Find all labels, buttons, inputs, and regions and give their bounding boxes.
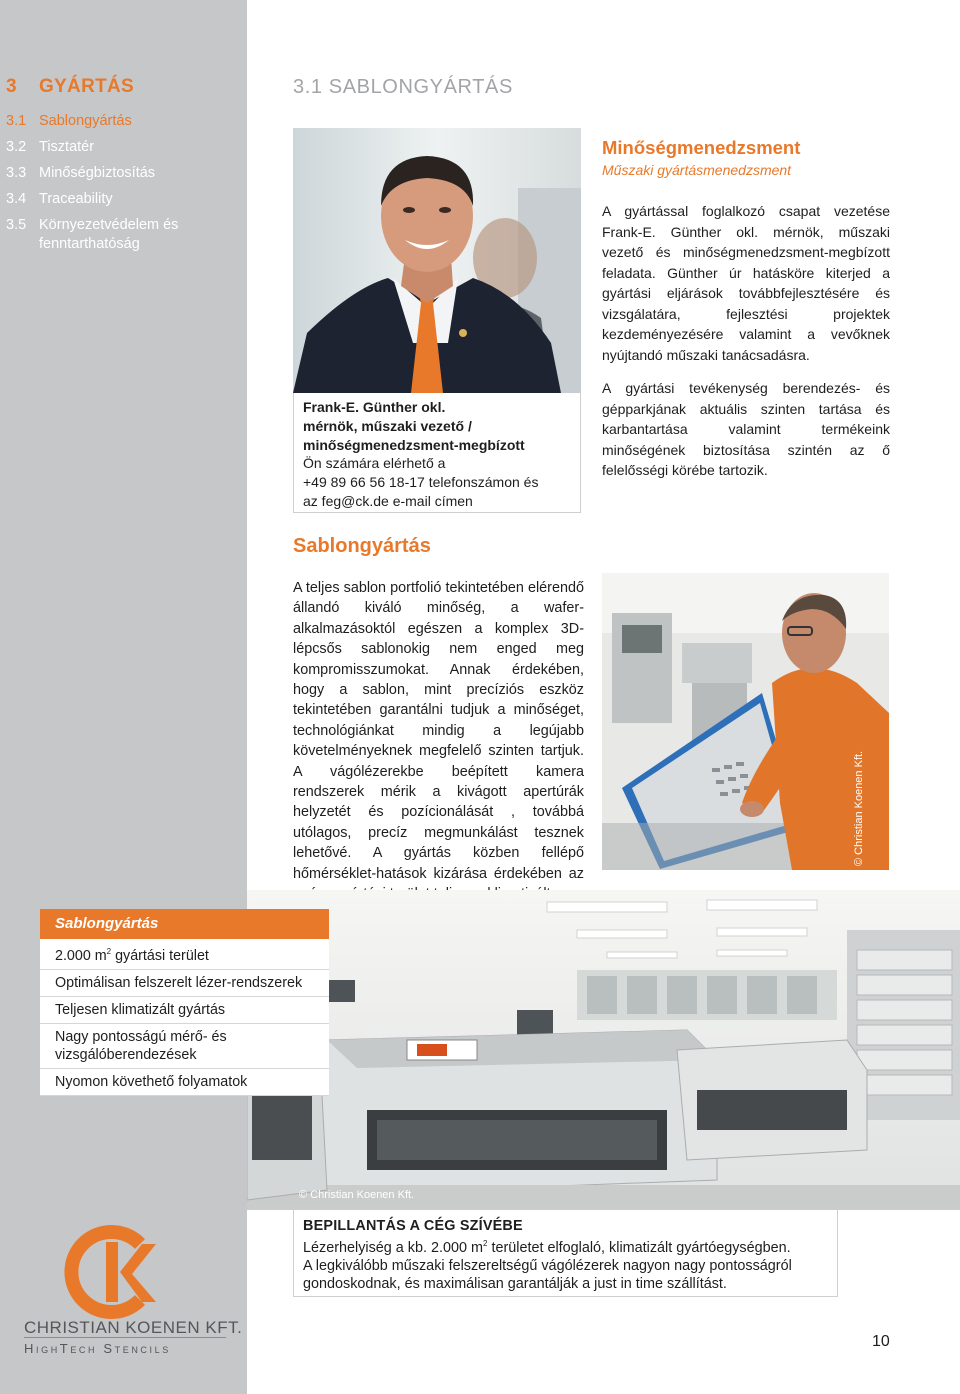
toc-item-minosegbiztositas[interactable] <box>6 164 236 183</box>
feature-area <box>40 939 329 970</box>
company-logo-icon <box>62 1222 162 1322</box>
feature-list-title: Sablongyártás <box>40 909 329 939</box>
feature-list-box <box>40 909 329 1096</box>
chapter-heading <box>6 76 134 98</box>
hall-photo-credit: © Christian Koenen Kft. <box>299 1189 415 1201</box>
feature-item: Nyomon követhető folyamatok <box>40 1069 329 1096</box>
toc-item-sablongyartas[interactable] <box>6 112 236 131</box>
contact-phone: +49 89 66 56 18-17 telefonszámon és <box>303 474 539 491</box>
contact-reach: Ön számára elérhető a <box>303 455 446 472</box>
toc-item-tisztater[interactable] <box>6 138 236 157</box>
toc-item-label: Traceability <box>39 191 113 207</box>
toc-item-kornyezetvedelem[interactable] <box>6 216 236 254</box>
production-hall-illustration <box>247 890 960 1210</box>
feature-area-superscript: 2 <box>106 947 112 956</box>
operator-photo-credit: © Christian Koenen Kft. <box>853 750 865 866</box>
insight-title: BEPILLANTÁS A CÉG SZÍVÉBE <box>303 1218 523 1234</box>
toc-item-traceability[interactable] <box>6 190 236 209</box>
chapter-number: 3 <box>6 76 17 97</box>
portrait-photo <box>293 128 581 393</box>
feature-area-label: gyártási terület <box>111 947 209 964</box>
insight-line-1-prefix: Lézerhelyiség a kb. 2.000 m <box>303 1239 483 1256</box>
contact-email[interactable]: az feg@ck.de e-mail címen <box>303 492 473 509</box>
toc-item-number: 3.5 <box>6 217 27 233</box>
company-tagline: HighTech Stencils <box>24 1341 171 1356</box>
feature-item: Optimálisan felszerelt lézer-rendszerek <box>40 970 329 997</box>
chapter-title: GYÁRTÁS <box>39 76 134 97</box>
logo-divider <box>24 1337 226 1338</box>
sidebar <box>0 0 247 1394</box>
company-name: CHRISTIAN KOENEN KFT. <box>24 1318 243 1337</box>
operator-illustration <box>602 573 889 870</box>
feature-area-value: 2.000 m <box>55 947 107 964</box>
toc-item-number: 3.2 <box>6 139 27 155</box>
quality-title: Minőségmenedzsment <box>602 137 801 158</box>
toc-item-number: 3.3 <box>6 165 27 181</box>
contact-caption <box>293 393 581 513</box>
feature-list <box>40 939 329 1096</box>
quality-paragraph-2: A gyártási tevékenység berendezés- és gépparkjának aktuális szinten tartása és karbantartása valamint termékeink minőségének biztosítása szintén az ő felelősségi körébe tartozik. <box>602 380 890 478</box>
toc-item-label: Minőségbiztosítás <box>39 165 156 181</box>
operator-photo <box>602 573 889 870</box>
sablon-paragraph: A teljes sablon portfolió tekintetében elérendő állandó kiváló minőség, a wafer-alkalmazásoktól egészen a komplex 3D-lépcsős sablonokig nem enged meg kompromisszumokat. Annak érdekében, hogy a sablon, mint precíziós eszköz tekintetében garantálni tudjuk a minőséget, technológiánkat mindig a legújabb követelményeknek megfelelő szinten tartjuk. A vágólézerekbe beépített kamera rendszerek mérik a kivágott apertúrák helyzetét és pozícionálását , továbbá utólagos, precíz megmunkálást tesznek lehetővé. A gyártás közben fellépő hőmérséklet-hatások kizárása érdekében az <box>293 580 584 882</box>
toc-item-label: Tisztatér <box>39 139 95 155</box>
contact-name: Frank-E. Günther okl. <box>303 399 446 415</box>
sablon-title: Sablongyártás <box>293 535 431 557</box>
section-heading: 3.1 SABLONGYÁRTÁS <box>293 76 513 98</box>
quality-paragraph-1: A gyártással foglalkozó csapat vezetése Frank-E. Günther okl. mérnök, műszaki vezető és minőségmenedzsment-megbízott feladata. Günther úr hatásköre kiterjed a gyártási eljárások továbbfejlesztésére és vizsgálatára, fejlesztési projektek kezdeményezésére valamint a vevőknek nyújtandó műszaki tanácsadásra. <box>602 203 890 363</box>
toc-item-label: Környezetvédelem és fenntarthatóság <box>39 217 179 252</box>
production-hall-photo <box>247 890 960 1210</box>
quality-subtitle: Műszaki gyártásmenedzsment <box>602 162 792 178</box>
portrait-illustration <box>293 128 581 393</box>
insight-line-1-superscript: 2 <box>483 1239 488 1248</box>
insight-line-2: A legkiválóbb műszaki felszereltségű vágólézerek nagyon nagy pontosságról gondoskodnak, és maximálisan garantálják a just in time szállítást. <box>303 1257 792 1292</box>
toc-item-number: 3.4 <box>6 191 27 207</box>
toc-item-number: 3.1 <box>6 113 27 129</box>
feature-item: Teljesen klimatizált gyártás <box>40 997 329 1024</box>
chapter-toc <box>6 112 236 261</box>
insight-line-1-suffix: területet elfoglaló, klimatizált gyártóegységben. <box>487 1239 791 1256</box>
feature-item: Nagy pontosságú mérő- és vizsgálóberendezések <box>40 1024 329 1069</box>
contact-role: mérnök, műszaki vezető / minőségmenedzsment-megbízott <box>303 417 525 453</box>
toc-item-label: Sablongyártás <box>39 113 132 129</box>
company-insight-box <box>293 1210 838 1297</box>
page-number: 10 <box>872 1333 890 1350</box>
insight-line-1 <box>303 1235 828 1257</box>
